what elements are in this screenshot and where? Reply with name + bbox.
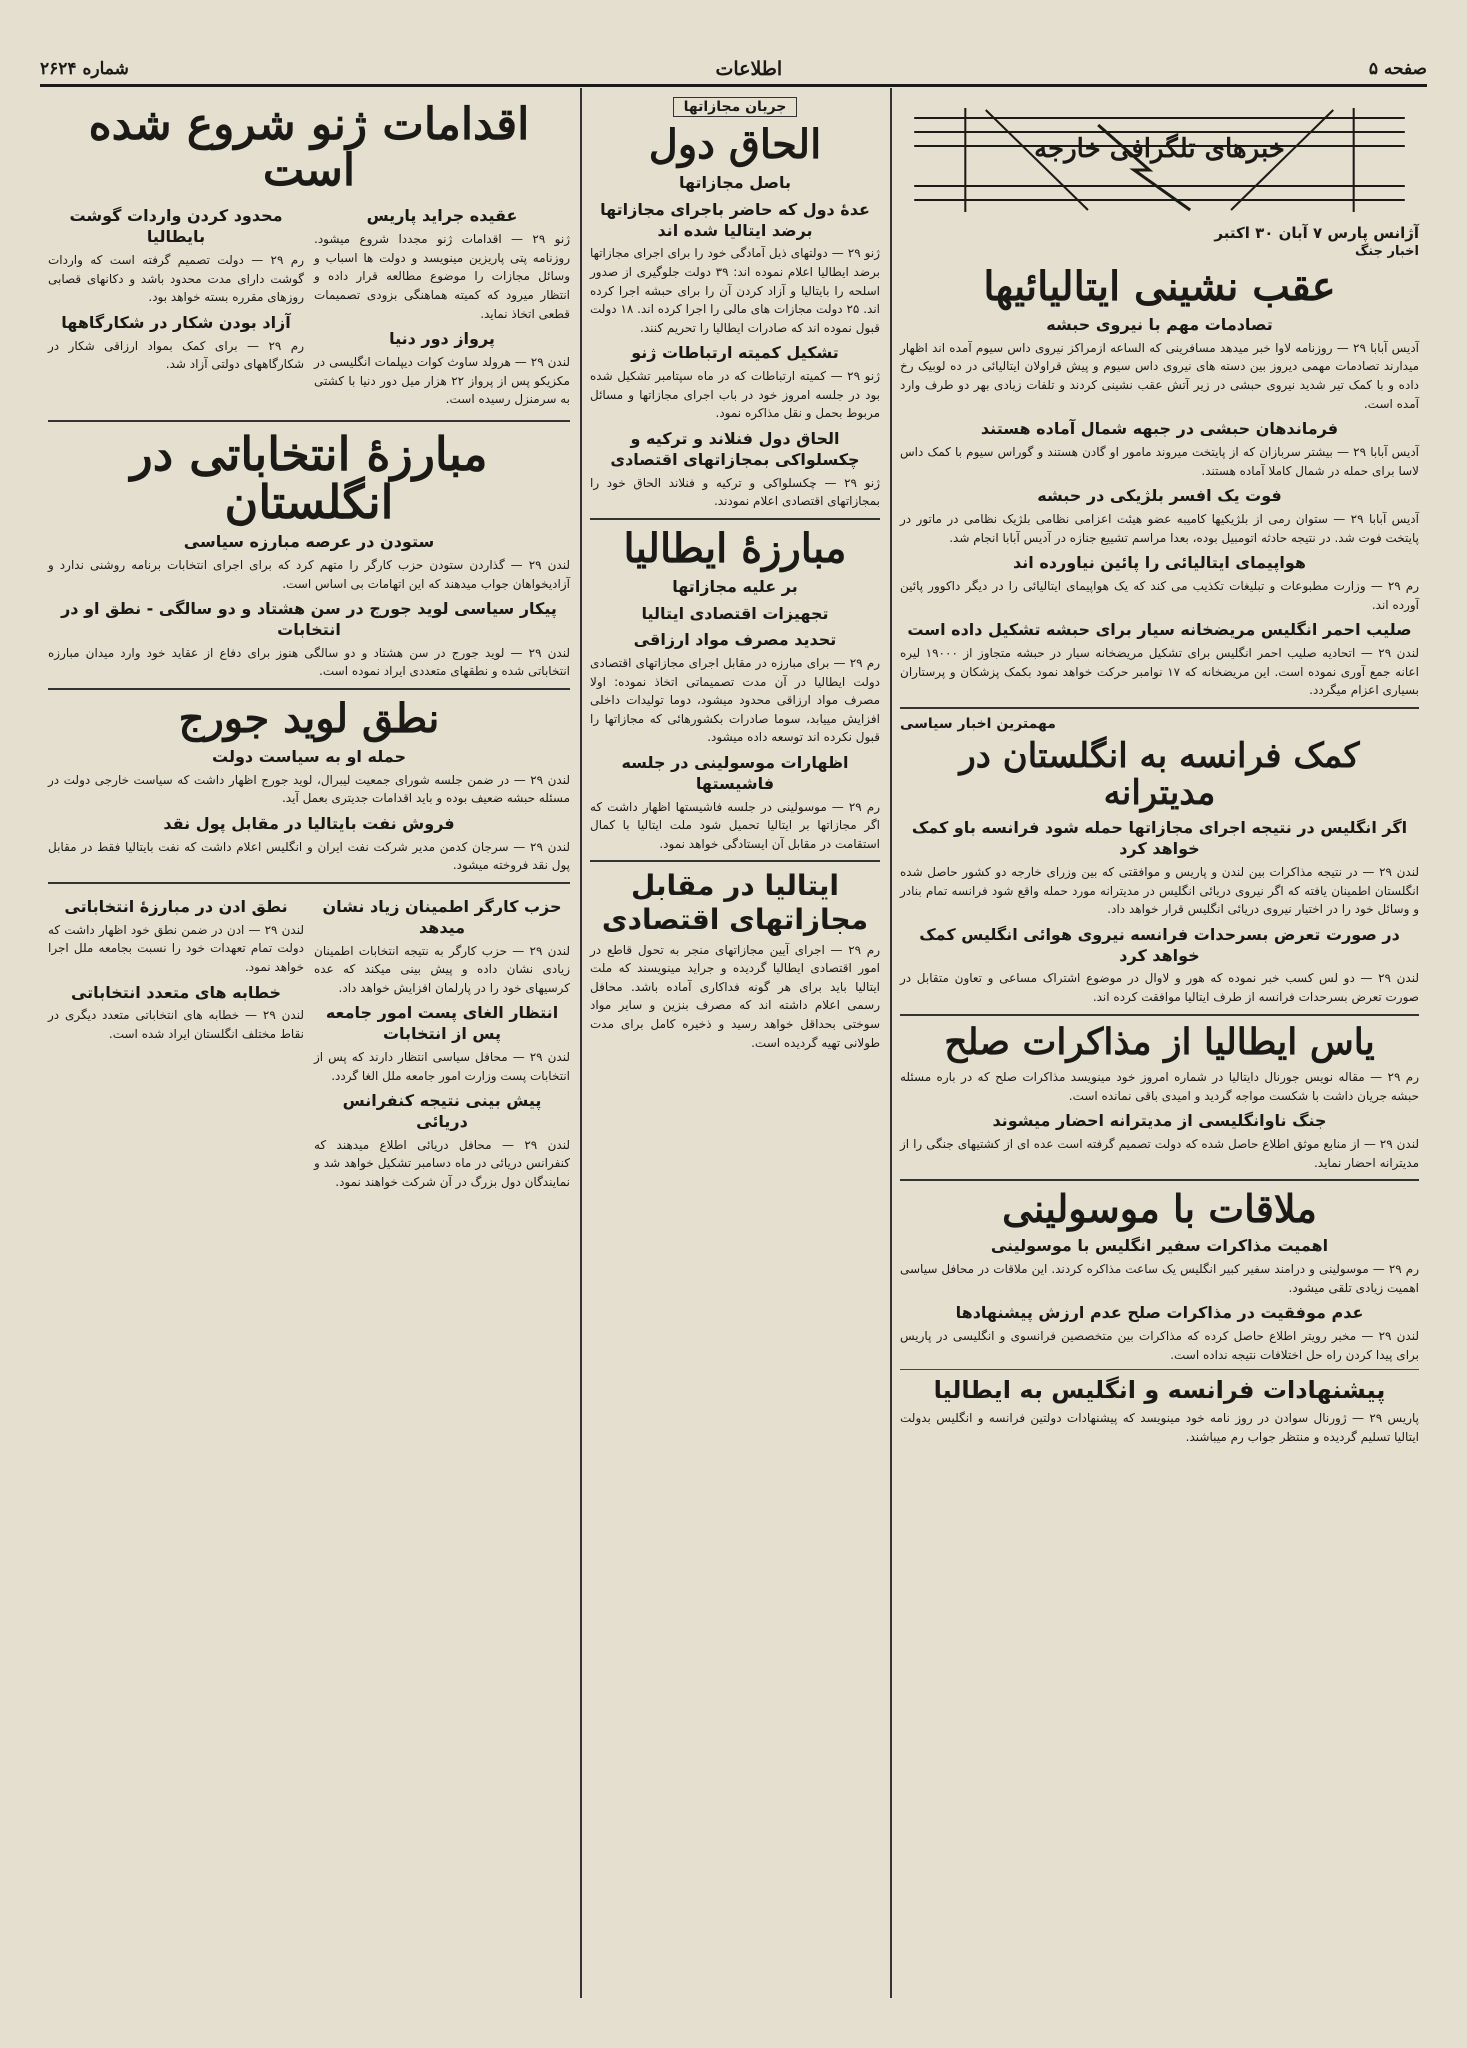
subheadline: عقیده جراید پاریس [366,206,518,226]
article-text: لندن ۲۹ — در نتیجه مذاکرات بین لندن و پاریس و موافقتی که بین وزرای خارجه دو کشور حاصل شده انگلستان اطمینان یافته که اگر نیروی دریائی انگلیس در مدیترانه مورد حمله واقع شود فرانسه تمام بنادر و وسائل خود را در اختیار نیروی دریائی انگلیس قرار خواهد داد. [900,865,1420,917]
headline: اقدامات ژنو شروع شده است [88,99,530,197]
subheadline: تصادمات مهم با نیروی حبشه [1046,315,1273,334]
article-text: رم ۲۹ — اجرای آیین مجازاتهای منجر به تحول قاطع در امور اقتصادی ایطالیا گردیده و جراید مینویسند که ملت ایتالیا باید برای هر گونه فداکاری آماده باشد. محافل رسمی اعلام داشته اند که مصرف بنزین و سایر مواد سوختی بحداقل خواهد رسید و ذخیره کامل برای مدت طولانی تهیه گردیده است. [590,942,880,1050]
sub-column [48,891,304,1196]
subheadline: اگر انگلیس در نتیجه اجرای مجازاتها حمله شود فرانسه باو کمک خواهد کرد [911,818,1408,859]
article-text: ژنو ۲۹ — چکسلواکی و ترکیه و فنلاند الحاق خود را بمجازاتهای اقتصادی اعلام نمودند. [590,475,880,509]
column-geneva-england [40,90,578,1996]
divider [900,1179,1419,1181]
sub-column [314,200,570,412]
article-text: لندن ۲۹ — محافل دریائی اطلاع میدهند که کنفرانس دریائی در ماه دسامبر تشکیل خواهد شد و نمایندگان دول بزرگ در آن شرکت خواهند نمود. [314,1137,570,1189]
sub-column [48,200,304,412]
section-kicker: جریان مجازاتها [673,97,798,117]
article-text: پاریس ۲۹ — ژورنال سوادن در روز نامه خود مینویسد که پیشنهادات دولتین فرانسه و انگلیس بدولت ایتالیا تسلیم گردیده و منتظر جواب رم میباشند. [900,1410,1419,1444]
subheadline: پیش بینی نتیجه کنفرانس دریائی [342,1091,542,1131]
telegraph-banner [904,100,1415,218]
subheadline: اهمیت مذاکرات سفیر انگلیس با موسولینی [990,1236,1329,1256]
article-text: لندن ۲۹ — گذاردن ستودن حزب کارگر را متهم کرد که برای اجرای انتخابات برنامه روشنی ندارد و آزادیخواهان جواب میدهند که این اتهامات بی اساس است. [48,558,570,591]
sub-column [314,891,570,1196]
subheadline: اظهارات موسولینی در جلسه فاشیستها [621,753,849,793]
subheadline: فرماندهان حبشی در جبهه شمال آماده هستند [980,419,1339,439]
subheadline: حمله او به سیاست دولت [212,747,406,767]
article-text: لندن ۲۹ — خطابه های انتخاباتی متعدد دیگری در نقاط مختلف انگلستان ایراد شده است. [48,1008,305,1042]
two-column-block [48,200,570,412]
subheadline: حزب کارگر اطمینان زیاد نشان میدهد [322,897,562,937]
headline: یاس ایطالیا از مذاکرات صلح [944,1020,1375,1063]
column-sanctions [582,90,888,1996]
paper-name: اطلاعات [715,58,783,80]
article-text: لندن ۲۹ — مخبر رویتر اطلاع حاصل کرده که مذاکرات بین متخصصین فرانسوی و انگلیسی در پاریس برای پیدا کردن راه حل اختلافات نتیجه نداده است. [900,1328,1420,1362]
page-label: صفحه ۵ [1368,59,1427,79]
subheadline: جنگ ناوانگلیسی از مدیترانه احضار میشوند [992,1111,1327,1131]
subheadline: محدود کردن واردات گوشت بایطالیا [69,206,283,247]
article-text: لندن ۲۹ — لوید جورج در سن هشتاد و دو سالگی هنوز برای دفاع از عقاید خود وارد میدان مبارزه انتخاباتی شده و نطقهای متعددی ایراد نموده است. [48,645,571,679]
subheadline: در صورت تعرض بسرحدات فرانسه نیروی هوائی انگلیس کمک خواهد کرد [919,924,1400,965]
agency-dateline: آژانس پارس ۷ آبان ۳۰ اکتبر [1214,224,1419,242]
headline: کمک فرانسه به انگلستان در مدیترانه [959,735,1360,814]
subheadline: پیکار سیاسی لوید جورج در سن هشتاد و دو سالگی - نطق او در انتخابات [61,599,557,640]
article-text: ژنو ۲۹ — اقدامات ژنو مجددا شروع میشود. روزنامه پتی پاریزین مینویسد و دولت ها اسباب و وسائل مجازات را موضوع مطالعه قرار داده و انتظار میرود که کمیته هماهنگی بزودی تصمیمات قطعی اتخاذ نماید. [314,232,570,321]
subheadline: فوت یک افسر بلژیکی در حبشه [1037,486,1282,506]
divider [48,420,570,422]
article-text: لندن ۲۹ — اتحادیه صلیب احمر انگلیس برای تشکیل مریضخانه سیار در حبشه متجاوز از ۱۹۰۰۰ لیره اعانه جمع آوری نموده است. این مریضخانه که ۱۷ نوامبر حرکت خواهد نمود بکمک پزشکان و پرستاران بسیاری اعزام میگردد. [900,645,1420,698]
subheadline: باصل مجازاتها [678,173,792,192]
headline: الحاق دول [648,121,822,168]
headline: نطق لوید جورج [178,695,440,743]
divider [48,688,570,690]
banner-title: خبرهای تلگرافی خارجه [1034,134,1285,164]
article-text: رم ۲۹ — موسولینی و درامند سفیر کبیر انگلیس یک ساعت مذاکره کردند. این ملاقات در محافل سیاسی اهمیت زیادی تلقی میشود. [900,1262,1419,1295]
article-text: آدیس آبابا ۲۹ — بیشتر سربازان که از پایتخت میروند مامور او گادن هستند و گوراس سیوم با کمک داس لاسا برای حمله در شمال کاملا آماده هستند. [900,444,1420,478]
article-text: رم ۲۹ — مقاله نویس جورنال دایتالیا در شماره امروز خود مینویسد مذاکرات صلح که در باره مسئله حبشه جریان داشت با شکست مواجه گردید و امیدی باقی نمانده است. [900,1070,1420,1103]
subheadline: تشکیل کمیته ارتباطات ژنو [631,343,839,363]
article-text: لندن ۲۹ — دو لس کسب خبر نموده که هور و لاوال در موضوع اشتراک مساعی و تعاون متقابل در صورت تعرض بسرحدات فرانسه از طرف ایتالیا موافقت کرده اند. [900,971,1419,1005]
divider [590,518,880,520]
subheadline: عدم موفقیت در مذاکرات صلح عدم ارزش پیشنهادها [955,1303,1364,1323]
article-text: لندن ۲۹ — حزب کارگر به نتیجه انتخابات اطمینان زیادی نشان داده و پیش بینی میکند که عده کرسیهای خود را در پارلمان افزایش خواهد داد. [314,943,571,995]
masthead [40,54,1427,87]
article-text: لندن ۲۹ — سرجان کدمن مدیر شرکت نفت ایران و انگلیس اعلام داشت که نفت بایتالیا فقط در مقابل پول نقد فروخته میشود. [48,839,570,873]
article-text: رم ۲۹ — موسولینی در جلسه فاشیستها اظهار داشت که اگر مجازاتها بر ایتالیا تحمیل شود ملت ایتالیا با کمال استقامت در مقابل آن ایستادگی خواهد نمود. [590,799,880,851]
headline: مبارزهٔ انتخاباتی در انگلستان [130,426,488,530]
subheadline: عدهٔ دول که حاضر باجرای مجازاتها برضد ایتالیا شده اند [600,199,870,240]
divider [48,882,570,884]
two-column-block [48,891,570,1196]
article-text: لندن ۲۹ — از منابع موثق اطلاع حاصل شده که دولت تصمیم گرفته است عده ای از کشتیهای جنگی را از مدیترانه احضار نماید. [900,1137,1420,1170]
section-label: اخبار جنگ [1354,244,1419,259]
headline: پیشنهادات فرانسه و انگلیس به ایطالیا [933,1376,1386,1405]
article-text: رم ۲۹ — برای مبارزه در مقابل اجرای مجازاتهای اقتصادی دولت ایطالیا در آن مدت تصمیماتی اتخاذ نموده: اولا مصرف مواد ارزاقی محدود میشود، دوما تولیدات داخلی افزایش مییابد، سوما صادرات بکشورهائی که مجازاتها را قبول نکرده اند توسعه داده میشود. [590,656,880,745]
headline: ملاقات با موسولینی [1002,1186,1317,1232]
subheadline: تحدید مصرف مواد ارزاقی [633,630,837,650]
subheadline: الحاق دول فنلاند و ترکیه و چکسلواکی بمجازاتهای اقتصادی [610,428,860,469]
section-label: مهمترین اخبار سیاسی [900,715,1056,732]
subheadline: فروش نفت بایتالیا در مقابل پول نقد [163,814,455,834]
subheadline: آزاد بودن شکار در شکارگاهها [61,312,291,332]
subheadline: ستودن در عرصه مبارزه سیاسی [183,532,435,552]
headline: ایتالیا در مقابل مجازاتهای اقتصادی [601,869,869,937]
subheadline: تجهیزات اقتصادی ایتالیا [641,603,829,623]
headline: عقب نشینی ایتالیائیها [983,263,1336,310]
subheadline: هواپیمای ایتالیائی را پائین نیاورده اند [1013,553,1306,573]
column-foreign-news [892,90,1427,1996]
divider [900,707,1419,709]
subheadline: خطابه های متعدد انتخاباتی [70,982,281,1002]
headline: مبارزهٔ ایطالیا [623,524,847,572]
issue-number: شماره ۲۶۲۴ [40,59,129,79]
subheadline: صلیب احمر انگلیس مریضخانه سیار برای حبشه تشکیل داده است [907,620,1412,640]
article-text: آدیس آبابا ۲۹ — ستوان رمی از بلژیکیها کامیبه عضو هیئت اعزامی نظامی بلژیک نظامی در ماتور در پایتخت فوت شد. در نتیجه حادثه اتومبیل بوده، بعدا مراسم تشییع جنازه در آدیس آبابا انجام شد. [900,511,1419,545]
article-text: رم ۲۹ — وزارت مطبوعات و تبلیغات تکذیب می کند که یک هواپیمای ایتالیائی را در دیگر داکوور پائین آورده اند. [900,578,1420,612]
article-text: ژنو ۲۹ — کمیته ارتباطات که در ماه سپتامبر تشکیل شده بود در جلسه امروز خود در باب اجرای مجازاتها و مسائل مربوط بحمل و نقل مذاکره نمود. [590,369,880,421]
subheadline: انتظار الغای پست امور جامعه پس از انتخابات [325,1003,559,1044]
subheadline: پرواز دور دنیا [389,329,495,349]
article-text: ژنو ۲۹ — دولتهای ذیل آمادگی خود را برای اجرای مجازاتها برضد ایطالیا اعلام نموده اند: ۳۹ دولت جلوگیری از صدور اسلحه را بایتالیا و آزاد کردن آن را برای حبشه اجرا کرده اند. ۲۵ دولت مجازات های مالی را اجرا کرده اند. ۱۸ دولت قبول نموده اند که صادرات ایطالیا را تحریم کنند. [590,246,881,335]
article-text: لندن ۲۹ — محافل سیاسی انتظار دارند که پس از انتخابات پست وزارت امور جامعه ملل الغا گردد. [314,1050,570,1083]
article-text: لندن ۲۹ — ادن در ضمن نطق خود اظهار داشت که دولت تمام تعهدات خود را نسبت بجامعه ملل اجرا خواهد نمود. [48,922,305,975]
article-text: رم ۲۹ — برای کمک بمواد ارزاقی شکار در شکارگاههای دولتی آزاد شد. [48,338,304,372]
subheadline: بر علیه مجازاتها [672,576,798,596]
article-text: لندن ۲۹ — در ضمن جلسه شورای جمعیت لیبرال، لوید جورج اظهار داشت که سیاست خارجی دولت در مسئله حبشه ضعیف بوده و باید اقدامات جدیتری بعمل آید. [48,772,571,806]
article-text: آدیس آبابا ۲۹ — روزنامه لاوا خبر میدهد مسافرینی که الساعه ازمراکز نیروی داس سیوم آمده اند اظهار میدارند تصادمات مهمی دیروز بین دسته های نیروی داس سیوم و پیش قراولان ایتالیائی در ده لوبیک رخ داده و با کمک تیر شدید نیروی حبشی در زیر آتش عقب نشینی کردند و تلفات زیادی بهر دو طرف وارد آمده است. [900,340,1420,411]
article-text: رم ۲۹ — دولت تصمیم گرفته است که واردات گوشت دارای مدت محدود باشد و دکانهای قصابی روزهای مقرره بسته خواهد بود. [48,252,304,305]
article-text: لندن ۲۹ — هرولد ساوث کوات دیپلمات انگلیسی در مکزیکو پس از پرواز ۲۲ هزار میل دور دنیا با کشتی به سرمنزل رسیده است. [314,354,570,407]
divider [900,1014,1419,1016]
subheadline: نطق ادن در مبارزهٔ انتخاباتی [64,897,288,917]
divider [900,1369,1419,1370]
divider [590,860,880,862]
